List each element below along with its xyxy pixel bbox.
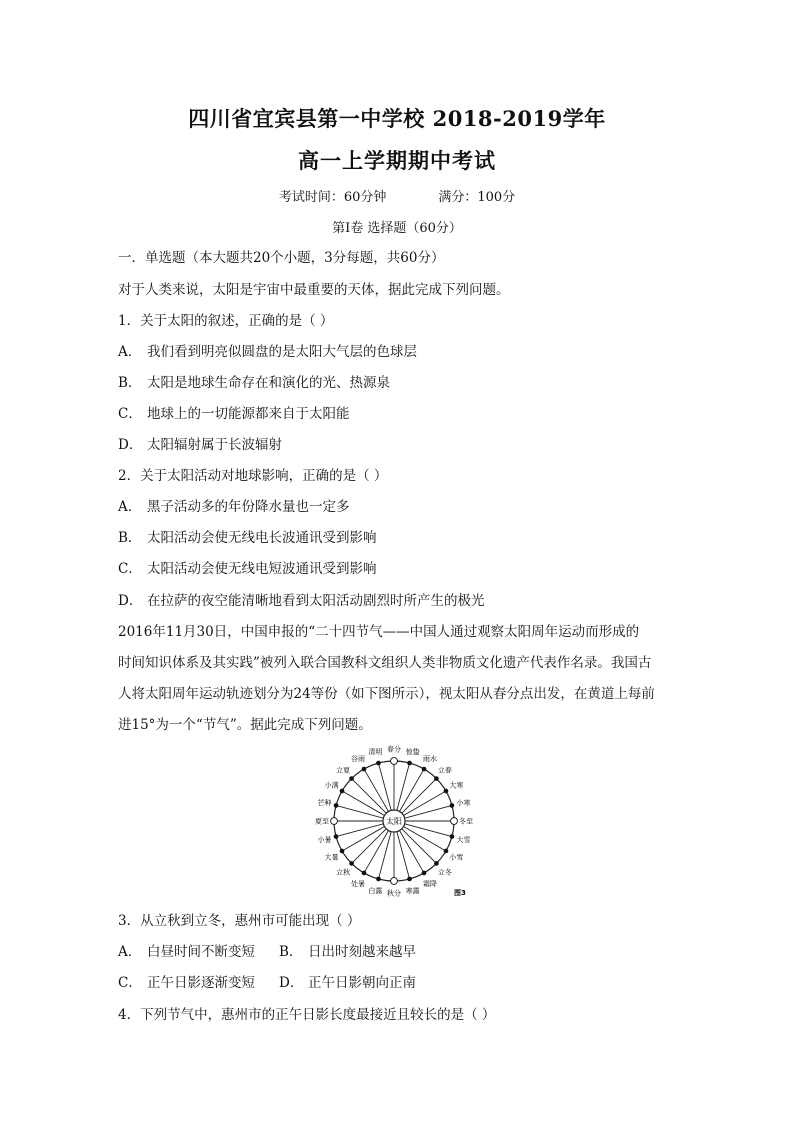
section-heading: 第Ⅰ卷 选择题（60分） bbox=[332, 221, 462, 236]
solar-term-label: 立秋 bbox=[336, 868, 351, 877]
spoke-line bbox=[397, 763, 410, 810]
spoke-line bbox=[397, 832, 410, 879]
solar-term-marker bbox=[408, 761, 412, 765]
solar-term-label: 秋分 bbox=[387, 889, 401, 898]
solar-term-marker bbox=[391, 758, 398, 765]
solar-term-marker bbox=[391, 878, 398, 885]
solar-term-label: 清明 bbox=[368, 747, 383, 756]
solar-terms-diagram bbox=[308, 744, 488, 900]
sun-label: 太阳 bbox=[386, 817, 402, 826]
spoke-line bbox=[342, 791, 384, 816]
part-heading: 一．单选题（本大题共20个小题，3分每题，共60分） bbox=[118, 250, 445, 266]
spoke-line bbox=[404, 827, 446, 852]
q3-options-row1 bbox=[118, 944, 688, 960]
spoke-line bbox=[400, 831, 425, 873]
spoke-line bbox=[402, 779, 437, 814]
q3-option-b[interactable]: B． 日出时刻越来越早 bbox=[279, 944, 416, 960]
solar-term-label: 处暑 bbox=[351, 879, 365, 888]
solar-term-label: 白露 bbox=[368, 887, 383, 896]
solar-term-marker bbox=[362, 871, 366, 875]
solar-term-marker bbox=[377, 761, 381, 765]
solar-term-marker bbox=[450, 835, 454, 839]
q2-option-c[interactable]: C． 太阳活动会使无线电短波通讯受到影响 bbox=[118, 561, 377, 577]
spoke-line bbox=[364, 831, 389, 873]
intro-paragraph-2-line2: 时间知识体系及其实践”被列入联合国教科文组织人类非物质文化遗产代表作名录。我国古 bbox=[118, 655, 652, 671]
exam-time: 考试时间：60分钟 bbox=[278, 190, 387, 205]
q3-options-row2 bbox=[118, 975, 688, 991]
question-3-stem: 3．从立秋到立冬，惠州市可能出现（ ） bbox=[118, 913, 361, 929]
solar-term-label: 小暑 bbox=[317, 836, 332, 845]
solar-term-label: 芒种 bbox=[317, 798, 332, 807]
solar-term-label: 惊蛰 bbox=[405, 747, 420, 756]
spoke-line bbox=[400, 769, 425, 811]
solar-term-label: 立冬 bbox=[437, 868, 452, 877]
spoke-line bbox=[342, 827, 384, 852]
solar-term-label: 小寒 bbox=[456, 798, 471, 807]
question-1-stem: 1．关于太阳的叙述，正确的是（ ） bbox=[118, 313, 334, 329]
solar-term-marker bbox=[377, 877, 381, 881]
intro-paragraph-2-line3: 人将太阳周年运动轨迹划分为24等份（如下图所示），视太阳从春分点出发，在黄道上每前 bbox=[118, 686, 655, 702]
question-2-stem: 2．关于太阳活动对地球影响，正确的是（ ） bbox=[118, 468, 388, 484]
solar-term-marker bbox=[444, 789, 448, 793]
solar-term-marker bbox=[408, 877, 412, 881]
spoke-line bbox=[352, 829, 387, 864]
solar-term-marker bbox=[435, 862, 439, 866]
q1-option-a[interactable]: A． 我们看到明亮似圆盘的是太阳大气层的色球层 bbox=[118, 344, 417, 360]
spoke-line bbox=[405, 824, 452, 837]
exam-score: 满分：100分 bbox=[438, 190, 516, 205]
solar-term-marker bbox=[362, 767, 366, 771]
intro-paragraph-1: 对于人类来说，太阳是宇宙中最重要的天体，据此完成下列问题。 bbox=[118, 282, 510, 298]
solar-term-marker bbox=[350, 777, 354, 781]
spoke-line bbox=[336, 805, 383, 818]
solar-term-marker bbox=[444, 849, 448, 853]
solar-term-marker bbox=[340, 849, 344, 853]
exam-title-line2: 高一上学期期中考试 bbox=[298, 148, 496, 173]
spoke-line bbox=[404, 791, 446, 816]
spoke-line bbox=[364, 769, 389, 811]
solar-term-label: 冬至 bbox=[459, 817, 473, 826]
solar-term-marker bbox=[422, 871, 426, 875]
q3-option-d[interactable]: D． 正午日影朝向正南 bbox=[279, 975, 416, 991]
solar-term-label: 春分 bbox=[387, 745, 401, 754]
solar-term-label: 谷雨 bbox=[351, 755, 365, 764]
solar-term-marker bbox=[422, 767, 426, 771]
solar-term-marker bbox=[451, 818, 458, 825]
intro-paragraph-2-line1: 2016年11月30日，中国申报的“二十四节气——中国人通过观察太阳周年运动而形成的 bbox=[118, 624, 640, 640]
solar-term-label: 夏至 bbox=[315, 817, 329, 826]
spoke-line bbox=[378, 832, 391, 879]
solar-term-label: 小雪 bbox=[449, 853, 464, 862]
solar-term-marker bbox=[435, 777, 439, 781]
spoke-line bbox=[405, 805, 452, 818]
solar-term-label: 立春 bbox=[437, 766, 452, 775]
solar-term-marker bbox=[334, 804, 338, 808]
q1-option-c[interactable]: C． 地球上的一切能源都来自于太阳能 bbox=[118, 406, 350, 422]
spoke-line bbox=[402, 829, 437, 864]
solar-term-label: 立夏 bbox=[336, 766, 351, 775]
q3-option-c[interactable]: C． 正午日影逐渐变短 bbox=[118, 975, 255, 991]
q1-option-d[interactable]: D． 太阳辐射属于长波辐射 bbox=[118, 437, 282, 453]
spoke-line bbox=[378, 763, 391, 810]
solar-term-label: 霜降 bbox=[423, 879, 437, 888]
q2-option-d[interactable]: D． 在拉萨的夜空能清晰地看到太阳活动剧烈时所产生的极光 bbox=[118, 593, 485, 609]
spoke-line bbox=[352, 779, 387, 814]
solar-term-label: 大雪 bbox=[456, 836, 471, 845]
solar-term-marker bbox=[450, 804, 454, 808]
solar-term-label: 大寒 bbox=[449, 781, 464, 790]
figure-caption: 图3 bbox=[454, 889, 466, 897]
q2-option-b[interactable]: B． 太阳活动会使无线电长波通讯受到影响 bbox=[118, 530, 377, 546]
spoke-line bbox=[336, 824, 383, 837]
solar-term-marker bbox=[331, 818, 338, 825]
exam-title-line1: 四川省宜宾县第一中学校 2018-2019学年 bbox=[188, 106, 606, 131]
q3-option-a[interactable]: A． 白昼时间不断变短 bbox=[118, 944, 255, 960]
question-4-stem: 4．下列节气中，惠州市的正午日影长度最接近且较长的是（ ） bbox=[118, 1007, 496, 1023]
solar-terms-figure bbox=[308, 744, 488, 900]
solar-term-marker bbox=[334, 835, 338, 839]
solar-term-label: 雨水 bbox=[423, 755, 437, 764]
solar-term-marker bbox=[340, 789, 344, 793]
exam-meta bbox=[0, 186, 794, 205]
solar-term-marker bbox=[350, 862, 354, 866]
q2-option-a[interactable]: A． 黑子活动多的年份降水量也一定多 bbox=[118, 499, 350, 515]
solar-term-label: 小满 bbox=[324, 781, 339, 790]
solar-term-label: 大暑 bbox=[324, 853, 339, 862]
q1-option-b[interactable]: B． 太阳是地球生命存在和演化的光、热源泉 bbox=[118, 375, 390, 391]
solar-term-label: 寒露 bbox=[405, 887, 420, 896]
intro-paragraph-2-line4: 进15°为一个“节气”。据此完成下列问题。 bbox=[118, 717, 372, 733]
